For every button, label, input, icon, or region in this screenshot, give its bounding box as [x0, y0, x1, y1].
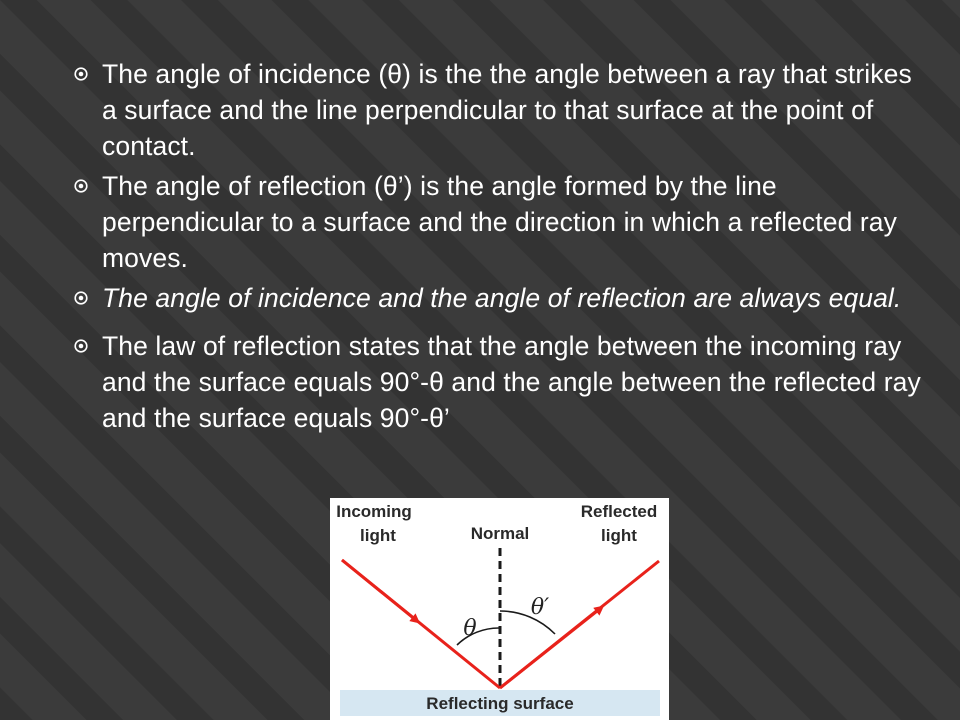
incoming-light-label-line1: Incoming — [336, 502, 412, 521]
bullet-text: The angle of incidence (θ) is the the angle between a ray that strikes a surface and the line perpendicular to that surface at the point of contact. — [102, 59, 912, 161]
reflected-ray-arrow — [500, 608, 601, 688]
bullet-target-icon — [74, 291, 88, 305]
bullet-list — [64, 56, 924, 436]
bullet-incidence — [64, 56, 924, 164]
reflected-light-label-line1: Reflected — [580, 502, 658, 521]
bullet-target-icon — [74, 179, 88, 193]
bullet-text: The angle of reflection (θ’) is the angle formed by the line perpendicular to a surface and the direction in which a reflected ray moves. — [102, 171, 897, 273]
bullet-equal-angles — [64, 280, 924, 316]
bullet-law-of-reflection — [64, 328, 924, 436]
reflecting-surface-label: Reflecting surface — [426, 694, 574, 713]
bullet-reflection — [64, 168, 924, 276]
bullet-target-icon — [74, 67, 88, 81]
normal-label: Normal — [470, 524, 530, 543]
reflection-diagram-svg — [330, 498, 669, 720]
incoming-light-label-line2: light — [360, 526, 396, 545]
theta-prime-label: θ′ — [530, 595, 550, 620]
reflected-light-label-line2: light — [601, 526, 637, 545]
bullet-text: The angle of incidence and the angle of reflection are always equal. — [102, 283, 902, 313]
bullet-target-icon — [74, 339, 88, 353]
theta-label: θ — [463, 616, 477, 641]
reflection-diagram — [330, 498, 669, 720]
incoming-ray-arrow — [342, 560, 417, 621]
bullet-text: The law of reflection states that the angle between the incoming ray and the surface equals 90°-θ and the angle between the reflected ray and the surface equals 90°-θ’ — [102, 331, 921, 433]
